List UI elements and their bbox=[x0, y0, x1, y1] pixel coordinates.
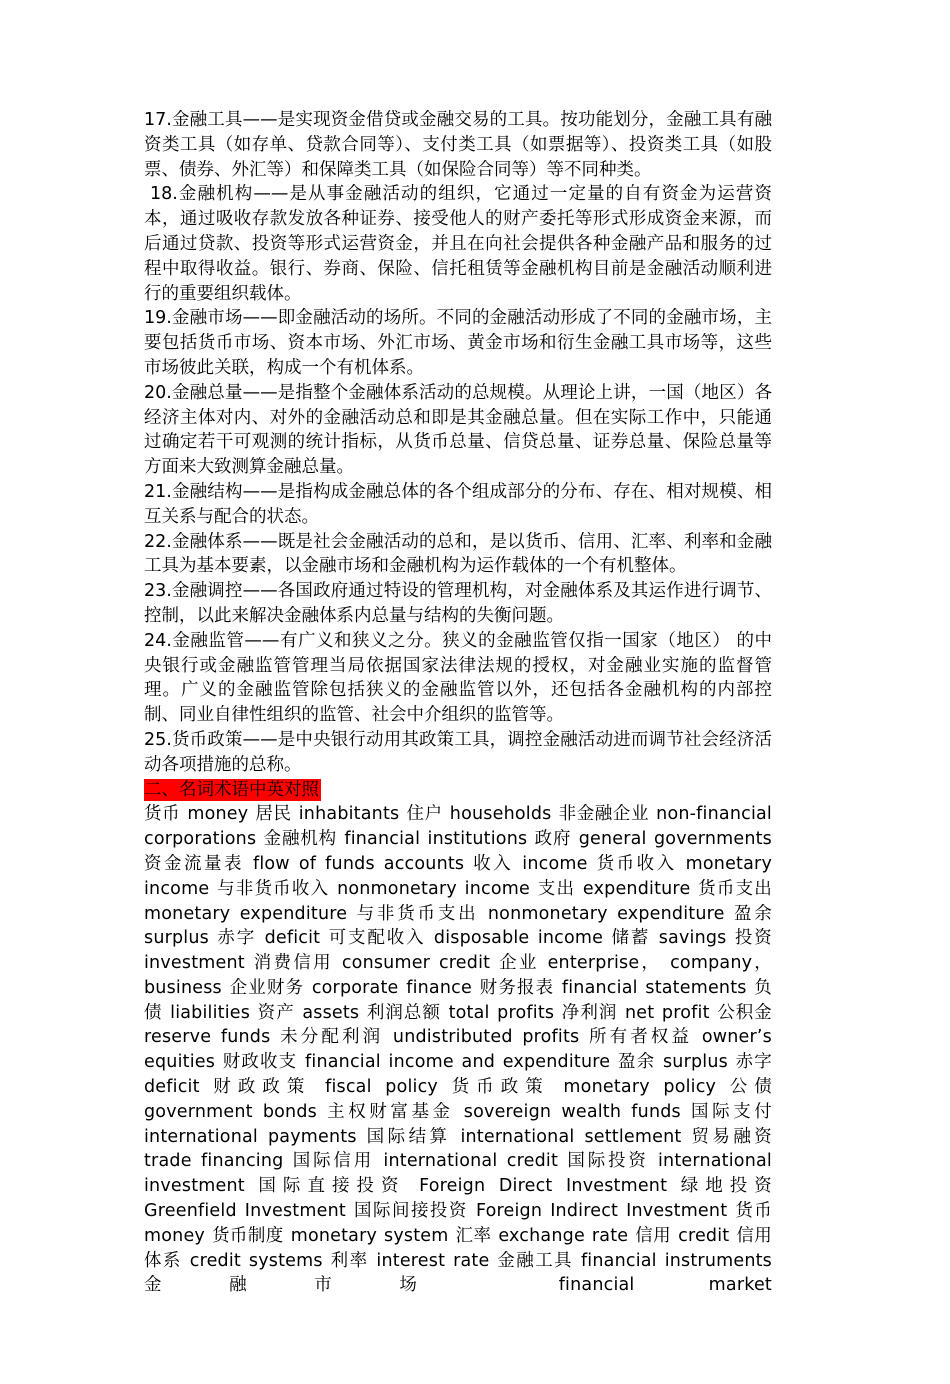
definition-entry-17: 17.金融工具——是实现资金借贷或金融交易的工具。按功能划分，金融工具有融资类工具（如存单、贷款合同等）、支付类工具（如票据等）、投资类工具（如股票、债券、外汇等）和保障类工具（如保险合同等）等不同种类。 bbox=[144, 110, 772, 180]
section-heading-row bbox=[144, 778, 772, 803]
glossary-paragraph: 货币 money 居民 inhabitants 住户 households 非金融企业 non-financial corporations 金融机构 financial institutions 政府 general governments 资金流量表 flow of funds accounts 收入 income 货币收入 monetary income 与非货币收入 nonmonetary income 支出 expenditure 货币支出 monetary expenditure 与非货币支出 nonmonetary expenditure 盈余 surplus 赤字 deficit 可支配收入 disposable income 储蓄 savings 投资 investment 消费信用 consumer credit 企业 enterprise， company， business 企业财务 corporate finance 财务报表 financial statements 负债 liabilities 资产 assets 利润总额 total profits 净利润 net profit 公积金 reserve funds 未分配利润 undistributed profits 所有者权益 owner’s equities 财政收支 financial income and expenditure 盈余 surplus 赤字 deficit 财政政策 fiscal policy 货币政策 monetary policy 公债 government bonds 主权财富基金 sovereign wealth funds 国际支付 international payments 国际结算 international settlement 贸易融资 trade financing 国际信用 international credit 国际投资 international investment 国际直接投资 Foreign Direct Investment 绿地投资 Greenfield Investment 国际间接投资 Foreign Indirect Investment 货币 money 货币制度 monetary system 汇率 exchange rate 信用 credit 信用体系 credit systems 利率 interest rate 金融工具 financial instruments 金融市场 financial market bbox=[144, 804, 772, 1296]
definition-entry-24: 24.金融监管——有广义和狭义之分。狭义的金融监管仅指一国家（地区） 的中央银行或金融监管管理当局依据国家法律法规的授权，对金融业实施的监督管理。广义的金融监管除包括狭义的金融监管以外，还包括各金融机构的内部控制、同业自律性组织的监管、社会中介组织的监管等。 bbox=[144, 630, 772, 726]
definition-entry-21: 21.金融结构——是指构成金融总体的各个组成部分的分布、存在、相对规模、相互关系与配合的状态。 bbox=[144, 481, 772, 527]
definition-entry-18: 18.金融机构——是从事金融活动的组织，它通过一定量的自有资金为运营资本，通过吸收存款发放各种证券、接受他人的财产委托等形式形成资金来源，而后通过贷款、投资等形式运营资金，并且在向社会提供各种金融产品和服务的过程中取得收益。银行、券商、保险、信托租赁等金融机构目前是金融活动顺利进行的重要组织载体。 bbox=[144, 184, 772, 304]
definition-entry-25: 25.货币政策——是中央银行动用其政策工具，调控金融活动进而调节社会经济活动各项措施的总称。 bbox=[144, 729, 772, 775]
definition-entry-23: 23.金融调控——各国政府通过特设的管理机构，对金融体系及其运作进行调节、控制，以此来解决金融体系内总量与结构的失衡问题。 bbox=[144, 581, 772, 626]
definition-entry-22: 22.金融体系——既是社会金融活动的总和，是以货币、信用、汇率、利率和金融工具为基本要素，以金融市场和金融机构为运作载体的一个有机整体。 bbox=[144, 531, 772, 577]
section-heading: 二、名词术语中英对照 bbox=[144, 779, 319, 800]
definition-entry-19: 19.金融市场——即金融活动的场所。不同的金融活动形成了不同的金融市场，主要包括货币市场、资本市场、外汇市场、黄金市场和衍生金融工具市场等，这些市场彼此关联，构成一个有机体系。 bbox=[144, 308, 772, 378]
definition-entry-20: 20.金融总量——是指整个金融体系活动的总规模。从理论上讲，一国（地区）各经济主体对内、对外的金融活动总和即是其金融总量。但在实际工作中，只能通过确定若干可观测的统计指标，从货币总量、信贷总量、证券总量、保险总量等方面来大致测算金融总量。 bbox=[144, 382, 772, 478]
document-page bbox=[144, 108, 772, 1298]
